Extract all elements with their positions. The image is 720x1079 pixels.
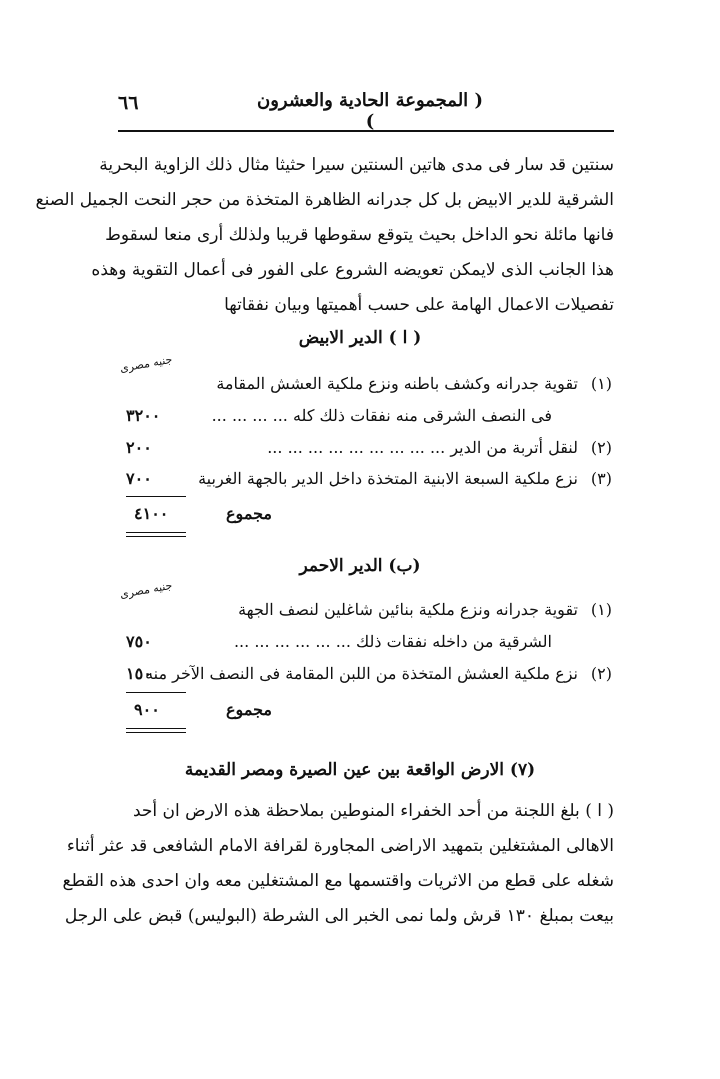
item-text: تقوية جدرانه ونزع ملكية بنائين شاغلين لنصف الجهة <box>238 600 578 619</box>
item-text: فى النصف الشرقى منه نفقات ذلك كله ... ... ... ... <box>211 406 552 425</box>
section-b-double-rule <box>126 728 186 733</box>
intro-line: فانها مائلة نحو الداخل بحيث يتوقع سقوطها قريبا ولذلك أرى منعا لسقوط <box>105 225 614 245</box>
page-number: ٦٦ <box>118 92 139 114</box>
total-label: مجموع <box>226 504 272 523</box>
section-b-total <box>126 700 316 728</box>
item-number: (٣) <box>590 469 612 488</box>
section-a-double-rule <box>126 532 186 537</box>
section-b-item-1-cont <box>112 630 612 660</box>
section-a-sum-rule <box>126 496 186 497</box>
intro-paragraph <box>35 148 614 323</box>
section-7-line: الاهالى المشتغلين بتمهيد الاراضى المجاورة لقرافة الامام الشافعى قد عثر أثناء <box>66 836 614 856</box>
item-number: (١) <box>590 600 612 619</box>
total-amount: ٩٠٠ <box>134 700 160 719</box>
item-text: نزع ملكية السبعة الابنية المتخذة داخل الدير بالجهة الغربية <box>198 469 578 488</box>
item-text: الشرقية من داخله نفقات ذلك ... ... ... ... ... ... <box>233 632 552 651</box>
intro-line: هذا الجانب الذى لايمكن تعويضه الشروع على الفور فى أعمال التقوية وهذه <box>91 260 614 280</box>
item-text: تقوية جدرانه وكشف باطنه ونزع ملكية العشش المقامة <box>216 374 578 393</box>
section-b-unit-label: جنيه مصرى <box>118 578 174 601</box>
section-7-line: شغله على قطع من الاثريات واقتسمها مع المشتغلين معه وان احدى هذه القطع <box>62 871 614 891</box>
intro-line: تفصيلات الاعمال الهامة على حسب أهميتها وبيان نفقاتها <box>224 295 614 315</box>
section-7-line: ( ا ) بلغ اللجنة من أحد الخفراء المنوطين بملاحظة هذه الارض ان أحد <box>132 801 614 821</box>
section-b-sum-rule <box>126 692 186 693</box>
section-7-paragraph <box>62 794 614 934</box>
item-amount: ٣٢٠٠ <box>126 406 161 425</box>
section-a-item-3 <box>112 467 612 497</box>
section-a-heading: ( ا ) الدير الابيض <box>298 328 422 348</box>
item-amount: ٧٠٠ <box>126 469 152 488</box>
section-a-item-1 <box>112 372 612 402</box>
intro-line: سنتين قد سار فى مدى هاتين السنتين سيرا حثيثا مثال ذلك الزاوية البحرية <box>99 155 614 175</box>
section-a-unit-label: جنيه مصرى <box>118 352 174 375</box>
item-amount: ٧٥٠ <box>126 632 152 651</box>
section-a-item-1-cont <box>112 404 612 434</box>
intro-line: الشرقية للدير الابيض بل كل جدرانه الظاهرة المتخذة من حجر النحت الجميل الصنع <box>35 190 614 210</box>
section-b-heading: (ب) الدير الاحمر <box>299 556 421 576</box>
item-number: (٢) <box>590 664 612 683</box>
item-number: (٢) <box>590 438 612 457</box>
section-7-line: بيعت بمبلغ ١٣٠ قرش ولما نمى الخبر الى الشرطة (البوليس) قبض على الرجل <box>64 906 614 926</box>
total-amount: ٤١٠٠ <box>134 504 169 523</box>
total-label: مجموع <box>226 700 272 719</box>
item-amount: ٢٠٠ <box>126 438 152 457</box>
item-text: نزع ملكية العشش المتخذة من اللبن المقامة فى النصف الآخر منه <box>145 664 578 683</box>
section-b-item-1 <box>112 598 612 628</box>
section-a-total <box>126 504 316 532</box>
item-amount: ١٥٠ <box>126 664 152 683</box>
item-text: لنقل أتربة من الدير ... ... ... ... ... ... ... ... ... <box>267 438 578 457</box>
section-a-item-2 <box>112 436 612 466</box>
section-7-heading: (٧) الارض الواقعة بين عين الصيرة ومصر القديمة <box>184 760 536 780</box>
running-header-title: ( المجموعة الحادية والعشرون ) <box>257 90 483 132</box>
section-b-item-2 <box>112 662 612 692</box>
item-number: (١) <box>590 374 612 393</box>
header-rule <box>118 130 614 132</box>
